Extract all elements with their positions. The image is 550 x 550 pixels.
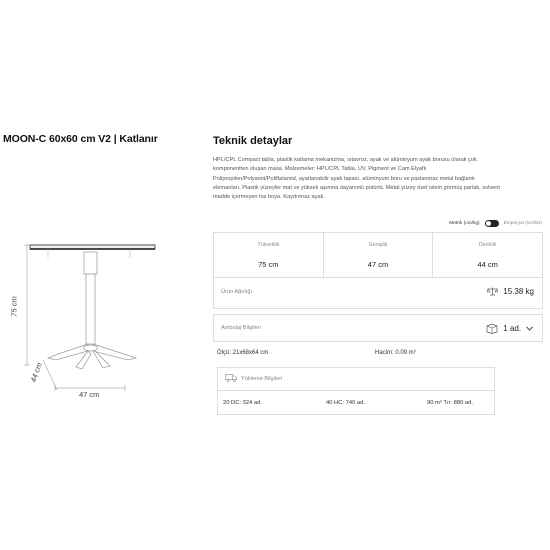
table-illustration [0,230,200,415]
package-size: Ölçü: 21x68x64 cm [217,350,269,356]
weight-label: Ürün Ağırlığı [221,289,253,295]
depth-dimension-label: 44 cm [28,361,44,384]
description-line: madde içermeyen toz boya. Kaydırmaz ayak. [213,194,325,201]
description-line: HPL/CPL Compact tabla, plastik katlama mekanizma, ıstavroz, ayak ve alüminyum ayak borusu olarak çok [213,157,477,163]
dimension-label: Derinlik [479,242,497,248]
unit-metric-label[interactable]: Metrik (cm/kg) [449,220,480,226]
weight-value: 15.38 kg [503,287,534,296]
toggle-knob [486,221,491,226]
box-icon [486,323,498,334]
unit-toggle-row [449,218,542,228]
loading-title: Yükleme Bilgileri [241,376,283,382]
section-title: Teknik detaylar [213,135,293,147]
loading-info-box [217,367,495,415]
dimension-label: Genişlik [368,242,388,248]
packaging-quantity-select[interactable] [486,323,533,334]
dimensions-table [213,232,543,278]
packaging-label: Ambalaj Bilgileri [221,325,261,331]
height-dimension-label: 75 cm [9,296,19,317]
package-volume: Hacim: 0.09 m³ [375,350,416,356]
weight-row [213,278,543,309]
product-title: MOON-C 60x60 cm V2 | Katlanır [3,133,158,145]
dimension-value: 47 cm [367,260,389,269]
loading-header [218,368,494,391]
loading-40hc: 40 HC: 740 ad. [326,400,365,406]
description-line: komponentten oluşan masa. Malzemeler: HPL/CPL Tabla, UV, Pigment ve Cam Elyaflı [213,166,427,173]
loading-truck: 90 m³ Tır: 880 ad. [427,400,473,406]
weight-value-group [487,287,534,296]
scale-icon [487,287,498,296]
dimension-width [324,233,434,277]
unit-toggle[interactable] [485,220,499,227]
dimension-value: 44 cm [477,260,498,269]
loading-20dc: 20 DC: 324 ad. [223,400,262,406]
loading-values [218,390,494,414]
dimension-height [214,233,324,277]
dimension-depth [433,233,542,277]
dimension-label: Yükseklik [257,242,280,248]
packaging-row[interactable] [213,314,543,342]
description-line: elemanları. Plastik yüzeyler mat ve yüksek aşınma dayanımlı pütürlü. Metal yüzey özel islem görmüş parlak, solvent [213,184,500,191]
product-description [213,156,543,202]
table-drawing [0,230,200,415]
dimension-value: 75 cm [258,260,279,269]
width-dimension-label: 47 cm [79,390,100,399]
truck-icon [225,374,237,382]
unit-imperial-label[interactable]: Emperyal (inc/lbs) [503,220,542,226]
description-line: Polipropilen/Polyamit/Poliftalamid, ayarlanabilir ayak tapası, alüminyum boru ve paslanmaz metal bağlantı [213,175,475,182]
packaging-quantity: 1 ad. [503,324,521,333]
chevron-down-icon[interactable] [526,326,533,331]
